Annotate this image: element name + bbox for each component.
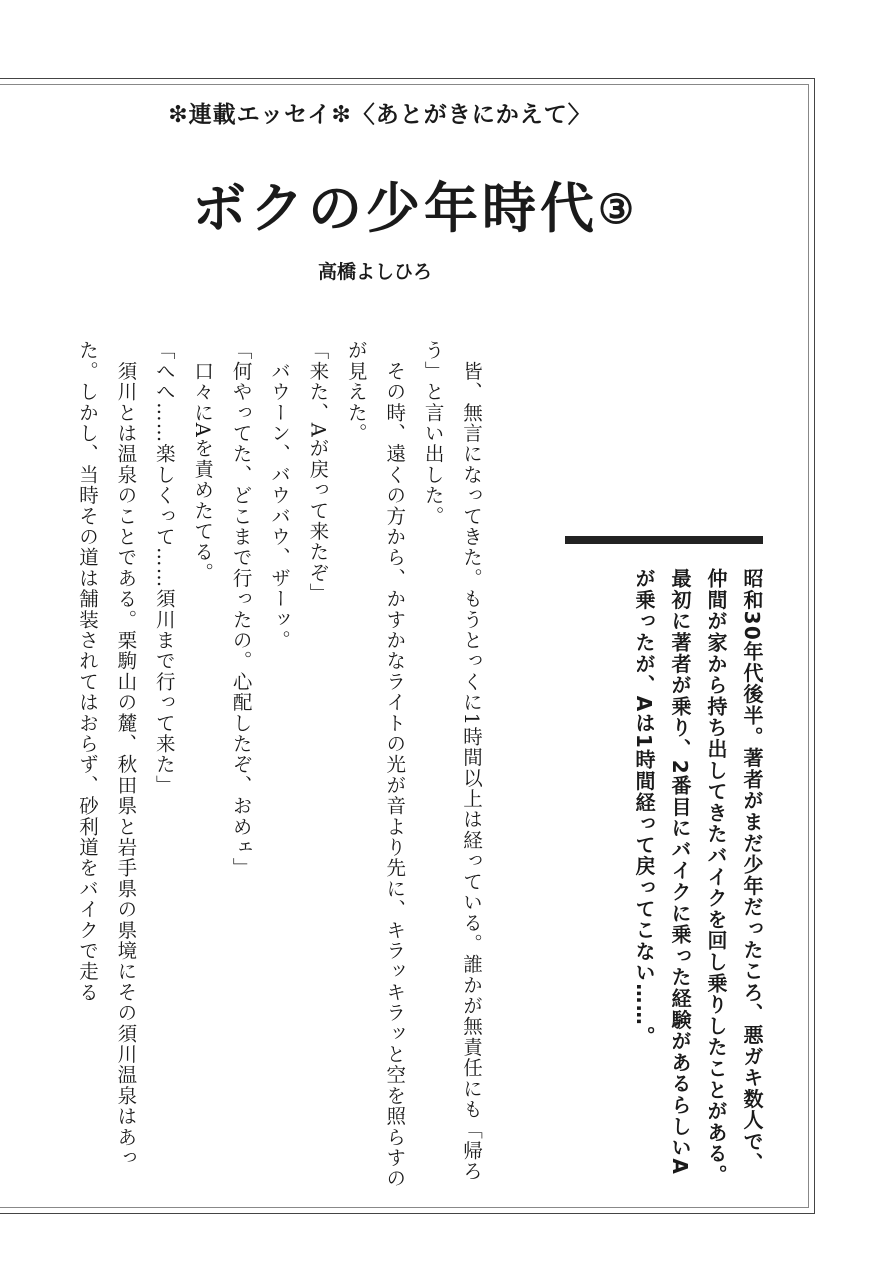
article-title xyxy=(180,168,650,248)
series-heading: ❇連載エッセイ❇〈あとがきにかえて〉 xyxy=(168,102,592,128)
lead-summary: 昭和30年代後半。著者がまだ少年だったころ、悪ガキ数人で、仲間が家から持ち出してきたバイクを回し乗りしたことがある。最初に著者が乗り、2番目にバイクに乗った経験があるらしいAが乗ったが、Aは1時間経って戻ってこない……。 xyxy=(632,568,764,1186)
author-name: 高橋よしひろ xyxy=(317,261,432,283)
article-body xyxy=(30,340,490,1200)
body-paragraph: 皆、無言になってきた。もうとっくに1時間以上は経っている。誰かが無責任にも「帰ろう」と言い出した。 xyxy=(421,340,483,1182)
article-title-text: ボクの少年時代 xyxy=(192,176,599,240)
body-paragraph: その時、遠くの方から、かすかなライトの光が音より先に、キラッキラッと空を照らすのが見えた。 xyxy=(344,340,407,1189)
lead-divider xyxy=(565,536,763,544)
body-paragraph: 「来た、Aが戻って来たぞ」 xyxy=(306,340,330,604)
body-paragraph: 「へへ……楽しくって……須川まで行って来た」 xyxy=(152,340,176,796)
article-title-number: ③ xyxy=(598,186,638,233)
body-paragraph: バウーン、バウバウ、ザーッ。 xyxy=(267,340,291,651)
body-paragraph: 「何やってた、どこまで行ったの。心配したぞ、おめェ」 xyxy=(229,340,253,879)
body-paragraph: 口々にAを責めたてる。 xyxy=(191,340,215,583)
body-paragraph: 須川とは温泉のことである。栗駒山の麓、秋田県と岩手県の県境にその須川温泉はあった。しかし、当時その道は舗装されてはおらず、砂利道をバイクで走る xyxy=(75,340,138,1168)
